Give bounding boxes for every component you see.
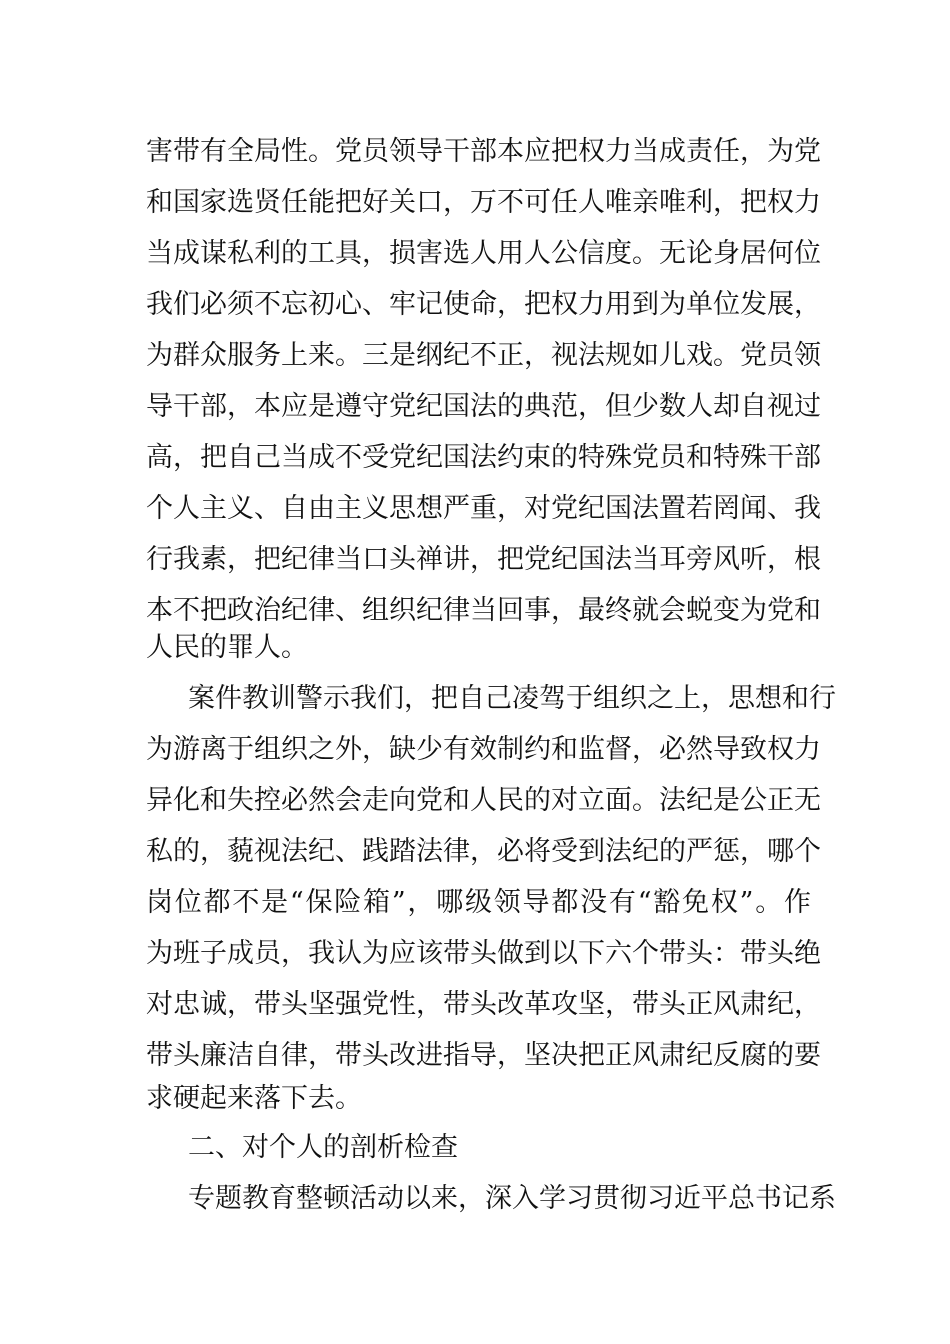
text-line: 害带有全局性。党员领导干部本应把权力当成责任，为党 xyxy=(146,136,821,167)
text-line: 为游离于组织之外，缺少有效制约和监督，必然导致权力 xyxy=(146,734,821,765)
text-line: 对忠诚，带头坚强党性，带头改革攻坚，带头正风肃纪， xyxy=(146,989,821,1020)
text-line: 私的，藐视法纪、践踏法律，必将受到法纪的严惩，哪个 xyxy=(146,836,821,867)
text-line: 异化和失控必然会走向党和人民的对立面。法纪是公正无 xyxy=(146,785,821,816)
text-line: 高，把自己当成不受党纪国法约束的特殊党员和特殊干部 xyxy=(146,442,821,473)
paragraph-first-line: 案件教训警示我们，把自己凌驾于组织之上，思想和行 xyxy=(188,683,836,714)
text-line: 岗位都不是“保险箱”，哪级领导都没有“豁免权”。作 xyxy=(146,887,811,918)
text-line: 我们必须不忘初心、牢记使命，把权力用到为单位发展， xyxy=(146,289,821,320)
text-line: 当成谋私利的工具，损害选人用人公信度。无论身居何位 xyxy=(146,238,821,269)
text-line: 个人主义、自由主义思想严重，对党纪国法置若罔闻、我 xyxy=(146,493,821,524)
text-line: 和国家选贤任能把好关口，万不可任人唯亲唯利，把权力 xyxy=(146,187,821,218)
text-line: 行我素，把纪律当口头禅讲，把党纪国法当耳旁风听，根 xyxy=(146,544,821,575)
text-line: 求硬起来落下去。 xyxy=(146,1083,362,1114)
text-line: 人民的罪人。 xyxy=(146,632,308,663)
text-line: 带头廉洁自律，带头改进指导，坚决把正风肃纪反腐的要 xyxy=(146,1040,821,1071)
text-line: 为群众服务上来。三是纲纪不正，视法规如儿戏。党员领 xyxy=(146,340,821,371)
text-line: 本不把政治纪律、组织纪律当回事，最终就会蜕变为党和 xyxy=(146,595,821,626)
section-heading: 二、对个人的剖析检查 xyxy=(188,1132,458,1163)
text-line: 为班子成员，我认为应该带头做到以下六个带头：带头绝 xyxy=(146,938,821,969)
paragraph-first-line: 专题教育整顿活动以来，深入学习贯彻习近平总书记系 xyxy=(188,1183,836,1214)
text-line: 导干部，本应是遵守党纪国法的典范，但少数人却自视过 xyxy=(146,391,821,422)
